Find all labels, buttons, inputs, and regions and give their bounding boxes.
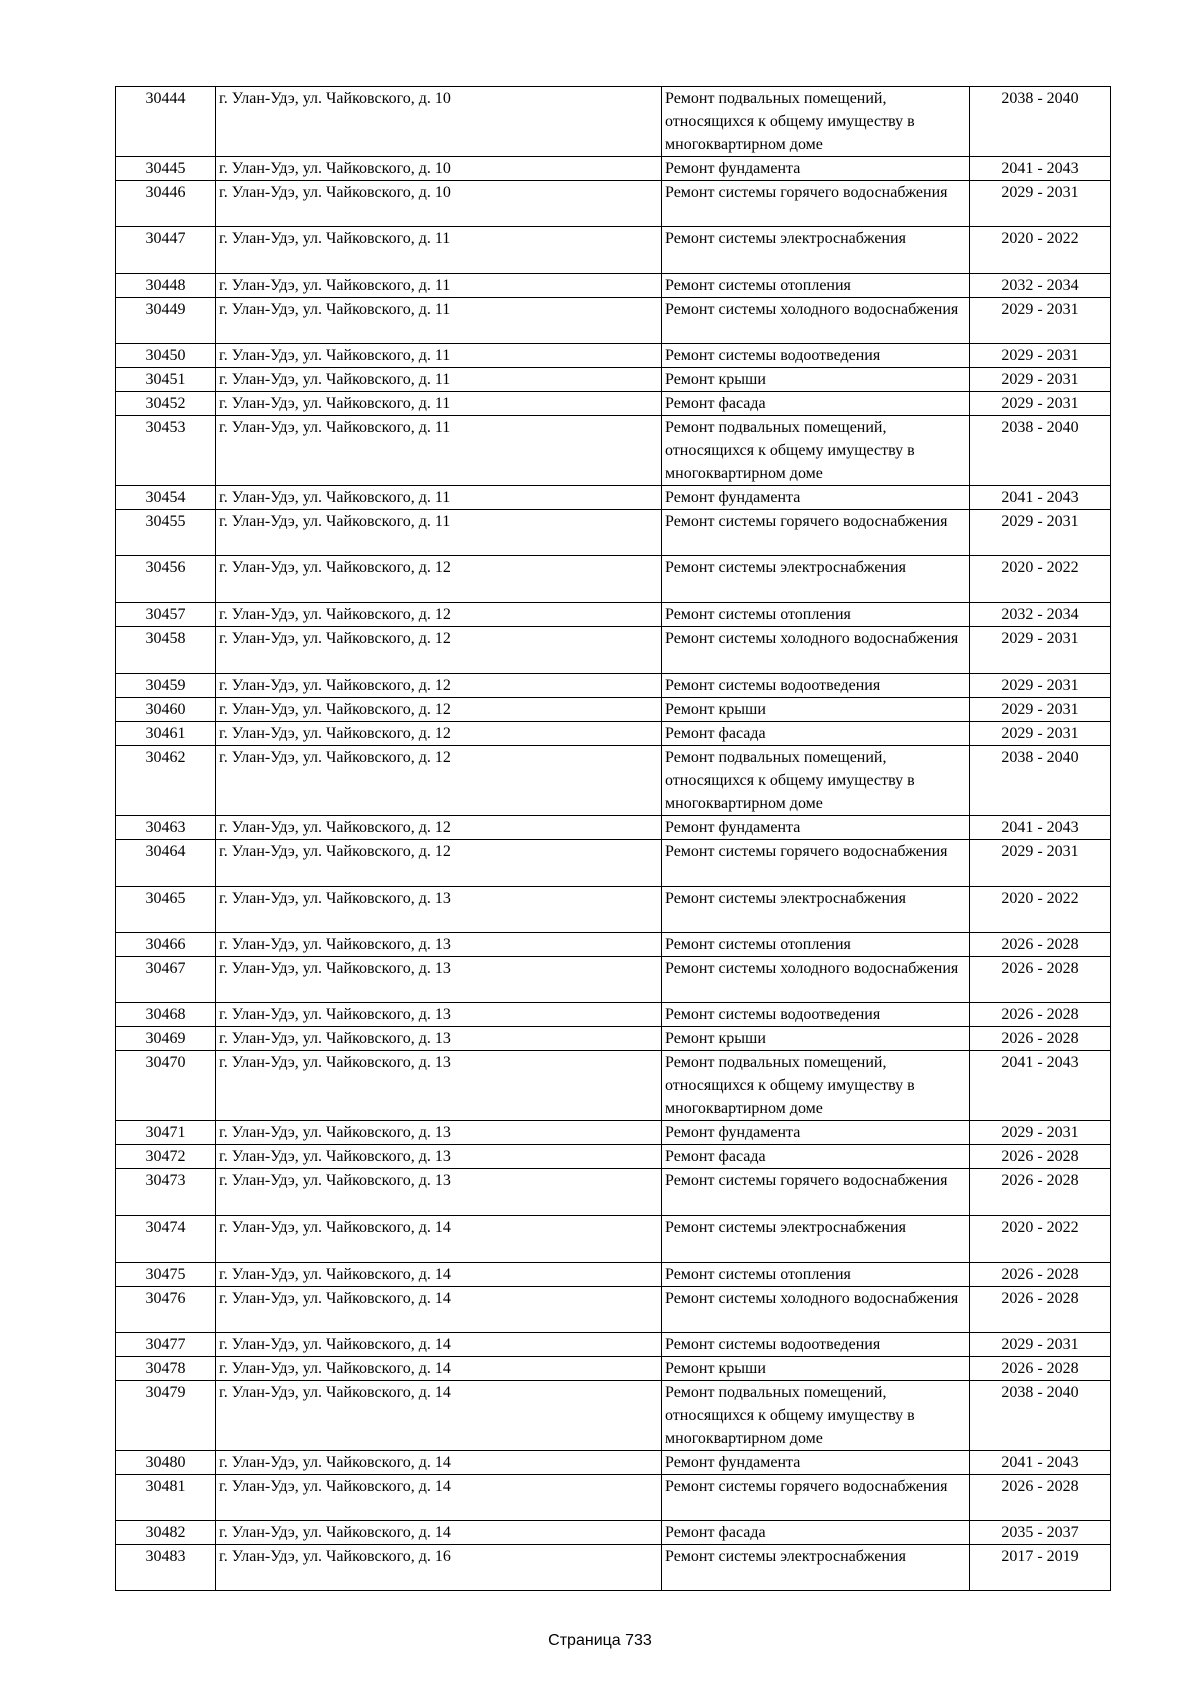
table-row: [116, 1357, 1111, 1381]
works-table-body: [116, 87, 1111, 1591]
cell-record-id: 30448: [116, 274, 216, 298]
cell-period: 2017 - 2019: [970, 1545, 1111, 1591]
table-row: [116, 887, 1111, 933]
cell-record-id: 30464: [116, 840, 216, 887]
cell-record-id: 30483: [116, 1545, 216, 1591]
cell-address: г. Улан-Удэ, ул. Чайковского, д. 13: [216, 1027, 662, 1051]
cell-address: г. Улан-Удэ, ул. Чайковского, д. 14: [216, 1521, 662, 1545]
table-row: [116, 674, 1111, 698]
cell-record-id: 30467: [116, 957, 216, 1003]
cell-period: 2029 - 2031: [970, 298, 1111, 344]
cell-work-type: Ремонт подвальных помещений, относящихся к общему имуществу в многоквартирном доме: [662, 746, 970, 816]
cell-address: г. Улан-Удэ, ул. Чайковского, д. 13: [216, 1169, 662, 1216]
cell-period: 2032 - 2034: [970, 603, 1111, 627]
cell-record-id: 30449: [116, 298, 216, 344]
table-row: [116, 392, 1111, 416]
cell-work-type: Ремонт системы отопления: [662, 933, 970, 957]
table-row: [116, 1216, 1111, 1263]
cell-work-type: Ремонт системы водоотведения: [662, 1003, 970, 1027]
table-row: [116, 698, 1111, 722]
cell-address: г. Улан-Удэ, ул. Чайковского, д. 13: [216, 887, 662, 933]
cell-work-type: Ремонт системы электроснабжения: [662, 1216, 970, 1263]
cell-record-id: 30457: [116, 603, 216, 627]
cell-period: 2026 - 2028: [970, 933, 1111, 957]
cell-work-type: Ремонт системы горячего водоснабжения: [662, 510, 970, 556]
table-row: [116, 510, 1111, 556]
cell-record-id: 30482: [116, 1521, 216, 1545]
cell-address: г. Улан-Удэ, ул. Чайковского, д. 11: [216, 368, 662, 392]
cell-period: 2041 - 2043: [970, 816, 1111, 840]
table-row: [116, 1003, 1111, 1027]
cell-period: 2026 - 2028: [970, 1357, 1111, 1381]
cell-period: 2020 - 2022: [970, 887, 1111, 933]
works-table: [115, 86, 1111, 1591]
cell-work-type: Ремонт фасада: [662, 1145, 970, 1169]
cell-work-type: Ремонт фундамента: [662, 157, 970, 181]
cell-address: г. Улан-Удэ, ул. Чайковского, д. 10: [216, 157, 662, 181]
table-row: [116, 840, 1111, 887]
cell-work-type: Ремонт системы электроснабжения: [662, 227, 970, 274]
cell-record-id: 30479: [116, 1381, 216, 1451]
cell-address: г. Улан-Удэ, ул. Чайковского, д. 13: [216, 1145, 662, 1169]
cell-period: 2029 - 2031: [970, 698, 1111, 722]
cell-work-type: Ремонт системы горячего водоснабжения: [662, 840, 970, 887]
cell-address: г. Улан-Удэ, ул. Чайковского, д. 12: [216, 746, 662, 816]
cell-work-type: Ремонт системы отопления: [662, 1263, 970, 1287]
table-row: [116, 627, 1111, 674]
table-row: [116, 1451, 1111, 1475]
cell-address: г. Улан-Удэ, ул. Чайковского, д. 12: [216, 674, 662, 698]
cell-work-type: Ремонт фасада: [662, 1521, 970, 1545]
cell-work-type: Ремонт системы отопления: [662, 603, 970, 627]
cell-record-id: 30453: [116, 416, 216, 486]
cell-address: г. Улан-Удэ, ул. Чайковского, д. 14: [216, 1451, 662, 1475]
table-row: [116, 1333, 1111, 1357]
cell-period: 2020 - 2022: [970, 556, 1111, 603]
cell-address: г. Улан-Удэ, ул. Чайковского, д. 12: [216, 840, 662, 887]
cell-record-id: 30444: [116, 87, 216, 157]
cell-address: г. Улан-Удэ, ул. Чайковского, д. 14: [216, 1263, 662, 1287]
table-row: [116, 486, 1111, 510]
cell-address: г. Улан-Удэ, ул. Чайковского, д. 11: [216, 510, 662, 556]
table-row: [116, 933, 1111, 957]
cell-work-type: Ремонт подвальных помещений, относящихся к общему имуществу в многоквартирном доме: [662, 416, 970, 486]
cell-period: 2029 - 2031: [970, 674, 1111, 698]
cell-record-id: 30466: [116, 933, 216, 957]
cell-period: 2029 - 2031: [970, 368, 1111, 392]
cell-period: 2020 - 2022: [970, 1216, 1111, 1263]
cell-period: 2029 - 2031: [970, 840, 1111, 887]
page-number: Страница 733: [548, 1632, 652, 1649]
cell-address: г. Улан-Удэ, ул. Чайковского, д. 12: [216, 816, 662, 840]
cell-period: 2026 - 2028: [970, 957, 1111, 1003]
table-row: [116, 298, 1111, 344]
table-row: [116, 368, 1111, 392]
table-row: [116, 722, 1111, 746]
cell-period: 2038 - 2040: [970, 1381, 1111, 1451]
cell-period: 2038 - 2040: [970, 746, 1111, 816]
table-row: [116, 87, 1111, 157]
cell-period: 2041 - 2043: [970, 1451, 1111, 1475]
cell-work-type: Ремонт системы холодного водоснабжения: [662, 298, 970, 344]
cell-address: г. Улан-Удэ, ул. Чайковского, д. 14: [216, 1475, 662, 1521]
cell-period: 2041 - 2043: [970, 157, 1111, 181]
cell-address: г. Улан-Удэ, ул. Чайковского, д. 10: [216, 181, 662, 227]
cell-work-type: Ремонт системы холодного водоснабжения: [662, 627, 970, 674]
cell-period: 2026 - 2028: [970, 1287, 1111, 1333]
cell-period: 2026 - 2028: [970, 1003, 1111, 1027]
cell-period: 2020 - 2022: [970, 227, 1111, 274]
cell-address: г. Улан-Удэ, ул. Чайковского, д. 14: [216, 1333, 662, 1357]
table-row: [116, 1027, 1111, 1051]
cell-period: 2029 - 2031: [970, 627, 1111, 674]
table-row: [116, 1545, 1111, 1591]
table-row: [116, 1263, 1111, 1287]
cell-record-id: 30474: [116, 1216, 216, 1263]
cell-record-id: 30460: [116, 698, 216, 722]
cell-work-type: Ремонт подвальных помещений, относящихся к общему имуществу в многоквартирном доме: [662, 1051, 970, 1121]
table-row: [116, 227, 1111, 274]
cell-address: г. Улан-Удэ, ул. Чайковского, д. 14: [216, 1381, 662, 1451]
cell-period: 2041 - 2043: [970, 1051, 1111, 1121]
cell-record-id: 30446: [116, 181, 216, 227]
cell-period: 2029 - 2031: [970, 392, 1111, 416]
cell-address: г. Улан-Удэ, ул. Чайковского, д. 13: [216, 1051, 662, 1121]
cell-record-id: 30451: [116, 368, 216, 392]
cell-work-type: Ремонт крыши: [662, 1357, 970, 1381]
cell-period: 2026 - 2028: [970, 1169, 1111, 1216]
cell-record-id: 30455: [116, 510, 216, 556]
cell-record-id: 30478: [116, 1357, 216, 1381]
table-row: [116, 556, 1111, 603]
cell-period: 2029 - 2031: [970, 1121, 1111, 1145]
cell-record-id: 30447: [116, 227, 216, 274]
cell-record-id: 30454: [116, 486, 216, 510]
cell-period: 2026 - 2028: [970, 1263, 1111, 1287]
cell-period: 2029 - 2031: [970, 510, 1111, 556]
cell-address: г. Улан-Удэ, ул. Чайковского, д. 10: [216, 87, 662, 157]
cell-address: г. Улан-Удэ, ул. Чайковского, д. 11: [216, 416, 662, 486]
cell-work-type: Ремонт крыши: [662, 368, 970, 392]
cell-period: 2026 - 2028: [970, 1145, 1111, 1169]
cell-work-type: Ремонт системы отопления: [662, 274, 970, 298]
cell-record-id: 30468: [116, 1003, 216, 1027]
cell-period: 2032 - 2034: [970, 274, 1111, 298]
cell-work-type: Ремонт подвальных помещений, относящихся к общему имуществу в многоквартирном доме: [662, 1381, 970, 1451]
cell-work-type: Ремонт системы горячего водоснабжения: [662, 1169, 970, 1216]
cell-address: г. Улан-Удэ, ул. Чайковского, д. 12: [216, 556, 662, 603]
cell-record-id: 30471: [116, 1121, 216, 1145]
table-row: [116, 181, 1111, 227]
cell-address: г. Улан-Удэ, ул. Чайковского, д. 12: [216, 627, 662, 674]
cell-record-id: 30452: [116, 392, 216, 416]
cell-record-id: 30459: [116, 674, 216, 698]
cell-work-type: Ремонт системы холодного водоснабжения: [662, 957, 970, 1003]
cell-record-id: 30480: [116, 1451, 216, 1475]
cell-record-id: 30461: [116, 722, 216, 746]
cell-work-type: Ремонт крыши: [662, 1027, 970, 1051]
cell-address: г. Улан-Удэ, ул. Чайковского, д. 14: [216, 1216, 662, 1263]
cell-address: г. Улан-Удэ, ул. Чайковского, д. 14: [216, 1287, 662, 1333]
table-row: [116, 1475, 1111, 1521]
cell-record-id: 30469: [116, 1027, 216, 1051]
cell-period: 2041 - 2043: [970, 486, 1111, 510]
cell-address: г. Улан-Удэ, ул. Чайковского, д. 12: [216, 722, 662, 746]
cell-address: г. Улан-Удэ, ул. Чайковского, д. 13: [216, 1003, 662, 1027]
cell-address: г. Улан-Удэ, ул. Чайковского, д. 13: [216, 1121, 662, 1145]
cell-record-id: 30462: [116, 746, 216, 816]
cell-work-type: Ремонт системы горячего водоснабжения: [662, 1475, 970, 1521]
table-row: [116, 274, 1111, 298]
cell-address: г. Улан-Удэ, ул. Чайковского, д. 11: [216, 227, 662, 274]
table-row: [116, 416, 1111, 486]
cell-work-type: Ремонт фундамента: [662, 1121, 970, 1145]
table-row: [116, 1287, 1111, 1333]
cell-address: г. Улан-Удэ, ул. Чайковского, д. 13: [216, 933, 662, 957]
cell-record-id: 30481: [116, 1475, 216, 1521]
cell-record-id: 30477: [116, 1333, 216, 1357]
cell-record-id: 30475: [116, 1263, 216, 1287]
cell-address: г. Улан-Удэ, ул. Чайковского, д. 11: [216, 298, 662, 344]
table-row: [116, 157, 1111, 181]
cell-period: 2035 - 2037: [970, 1521, 1111, 1545]
table-row: [116, 1051, 1111, 1121]
cell-period: 2029 - 2031: [970, 181, 1111, 227]
cell-period: 2026 - 2028: [970, 1027, 1111, 1051]
table-row: [116, 957, 1111, 1003]
cell-work-type: Ремонт крыши: [662, 698, 970, 722]
cell-work-type: Ремонт системы электроснабжения: [662, 887, 970, 933]
cell-address: г. Улан-Удэ, ул. Чайковского, д. 14: [216, 1357, 662, 1381]
cell-record-id: 30450: [116, 344, 216, 368]
table-row: [116, 1121, 1111, 1145]
cell-record-id: 30465: [116, 887, 216, 933]
cell-address: г. Улан-Удэ, ул. Чайковского, д. 11: [216, 274, 662, 298]
cell-record-id: 30476: [116, 1287, 216, 1333]
table-row: [116, 344, 1111, 368]
table-row: [116, 603, 1111, 627]
cell-work-type: Ремонт системы водоотведения: [662, 674, 970, 698]
table-row: [116, 816, 1111, 840]
cell-work-type: Ремонт системы электроснабжения: [662, 556, 970, 603]
table-row: [116, 1521, 1111, 1545]
table-row: [116, 746, 1111, 816]
cell-work-type: Ремонт системы холодного водоснабжения: [662, 1287, 970, 1333]
cell-period: 2038 - 2040: [970, 416, 1111, 486]
cell-period: 2029 - 2031: [970, 344, 1111, 368]
cell-period: 2026 - 2028: [970, 1475, 1111, 1521]
cell-record-id: 30470: [116, 1051, 216, 1121]
cell-work-type: Ремонт фундамента: [662, 816, 970, 840]
cell-work-type: Ремонт фасада: [662, 392, 970, 416]
cell-period: 2038 - 2040: [970, 87, 1111, 157]
cell-work-type: Ремонт системы горячего водоснабжения: [662, 181, 970, 227]
cell-record-id: 30458: [116, 627, 216, 674]
cell-work-type: Ремонт фасада: [662, 722, 970, 746]
cell-record-id: 30463: [116, 816, 216, 840]
cell-record-id: 30473: [116, 1169, 216, 1216]
cell-work-type: Ремонт системы водоотведения: [662, 1333, 970, 1357]
table-row: [116, 1145, 1111, 1169]
cell-address: г. Улан-Удэ, ул. Чайковского, д. 12: [216, 603, 662, 627]
cell-record-id: 30456: [116, 556, 216, 603]
cell-work-type: Ремонт подвальных помещений, относящихся к общему имуществу в многоквартирном доме: [662, 87, 970, 157]
cell-record-id: 30445: [116, 157, 216, 181]
cell-address: г. Улан-Удэ, ул. Чайковского, д. 11: [216, 486, 662, 510]
cell-period: 2029 - 2031: [970, 1333, 1111, 1357]
cell-work-type: Ремонт системы водоотведения: [662, 344, 970, 368]
cell-address: г. Улан-Удэ, ул. Чайковского, д. 11: [216, 344, 662, 368]
table-row: [116, 1381, 1111, 1451]
cell-work-type: Ремонт фундамента: [662, 1451, 970, 1475]
cell-work-type: Ремонт системы электроснабжения: [662, 1545, 970, 1591]
cell-address: г. Улан-Удэ, ул. Чайковского, д. 11: [216, 392, 662, 416]
cell-address: г. Улан-Удэ, ул. Чайковского, д. 16: [216, 1545, 662, 1591]
cell-address: г. Улан-Удэ, ул. Чайковского, д. 13: [216, 957, 662, 1003]
cell-period: 2029 - 2031: [970, 722, 1111, 746]
table-row: [116, 1169, 1111, 1216]
cell-work-type: Ремонт фундамента: [662, 486, 970, 510]
cell-address: г. Улан-Удэ, ул. Чайковского, д. 12: [216, 698, 662, 722]
cell-record-id: 30472: [116, 1145, 216, 1169]
